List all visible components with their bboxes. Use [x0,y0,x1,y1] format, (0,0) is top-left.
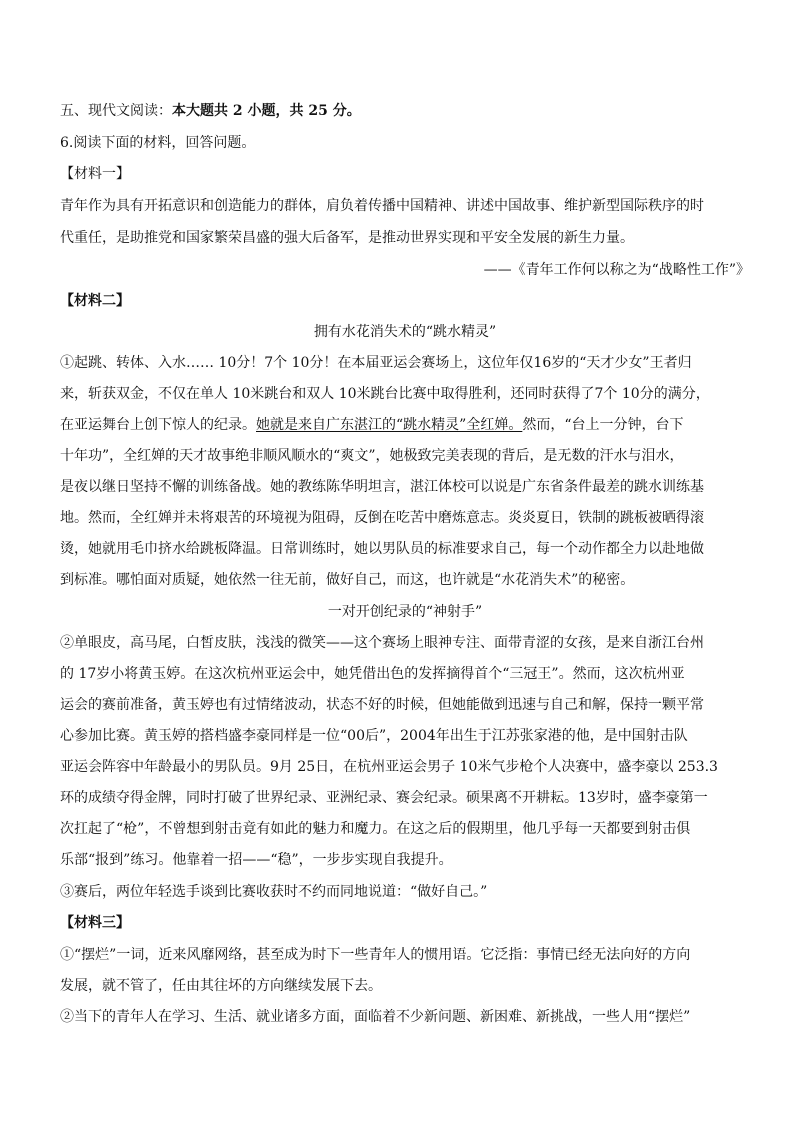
material2-p1-line: ①起跳、转体、入水…… 10分！7个 10分！在本届亚运会赛场上，这位年仅16岁的“天才少女”王者归 [60,355,692,371]
material2-p1-line: 烫，她就用毛巾挤水给跳板降温。日常训练时，她以男队员的标准要求自己，每一个动作都全力以赴地做 [60,541,704,557]
material2-p1-line: 是夜以继日坚持不懈的训练备战。她的教练陈华明坦言，湛江体校可以说是广东省条件最差的跳水训练基 [60,479,704,495]
material2-p2-line: 运会的赛前准备，黄玉婷也有过情绪波动，状态不好的时候，但她能做到迅速与自己和解，保持一颗平常 [60,697,704,713]
material2-label: 【材料二】 [60,293,130,309]
material1-source: ——《青年工作何以称之为“战略性工作”》 [483,262,750,278]
material1-label: 【材料一】 [60,166,130,182]
material2-p3: ③赛后，两位年轻选手谈到比赛收获时不约而同地说道：“做好自己。” [60,884,488,900]
material2-p2-line: 亚运会阵容中年龄最小的男队员。9月 25日，在杭州亚运会男子 10米气步枪个人决赛中，盛李豪以 253.3 [60,759,718,775]
material2-p1-tail: 然而，“台上一分钟，台下 [522,417,684,433]
material1-line: 代重任，是助推党和国家繁荣昌盛的强大后备军，是推动世界实现和平安全发展的新生力量。 [60,230,634,246]
material3-p2-line: ②当下的青年人在学习、生活、就业诸多方面，面临着不少新问题、新困难、新挑战，一些人用“摆烂” [60,1009,691,1025]
material2-p1-line: 地。然而，全红婵并未将艰苦的环境视为阻碍，反倒在吃苦中磨炼意志。炎炎夏日，铁制的跳板被晒得滚 [60,510,704,526]
material2-p1-underlined: 她就是来自广东湛江的“跳水精灵”全红婵。 [256,417,523,433]
material2-p2-line: 次扛起了“枪”，不曾想到射击竟有如此的魅力和魔力。在这之后的假期里，他几乎每一天都要到射击俱 [60,821,691,837]
material2-title1: 拥有水花消失术的“跳水精灵” [313,324,497,340]
material2-p2-line: ②单眼皮，高马尾，白皙皮肤，浅浅的微笑——这个赛场上眼神专注、面带青涩的女孩，是来自浙江台州 [60,635,704,651]
section-heading-prefix: 五、现代文阅读： [60,103,172,119]
material2-p2-line: 的 17岁小将黄玉婷。在这次杭州亚运会中，她凭借出色的发挥摘得首个“三冠王”。然而，这次杭州亚 [60,666,685,682]
material2-title2: 一对开创纪录的“神射手” [327,604,483,620]
material3-label: 【材料三】 [60,915,130,931]
material2-p2-line: 心参加比赛。黄玉婷的搭档盛李豪同样是一位“00后”，2004年出生于江苏张家港的他，是中国射击队 [60,728,688,744]
material3-p1-line: ①“摆烂”一词，近来风靡网络，甚至成为时下一些青年人的惯用语。它泛指：事情已经无法向好的方向 [60,947,691,963]
question-prompt: 6.阅读下面的材料，回答问题。 [60,135,256,151]
material2-p1-line: 到标准。哪怕面对质疑，她依然一往无前，做好自己，而这，也许就是“水花消失术”的秘密。 [60,572,635,588]
material2-p1-line: 来，斩获双金，不仅在单人 10米跳台和双人 10米跳台比赛中取得胜利，还同时获得了7个 10分的满分， [60,386,710,402]
section-heading [60,101,750,121]
material2-p2-line: 乐部“报到”练习。他靠着一招——“稳”，一步步实现自我提升。 [60,852,453,868]
material2-p1-line: 十年功”，全红婵的天才故事绝非顺风顺水的“爽文”，她极致完美表现的背后，是无数的汗水与泪水， [60,448,684,464]
material1-line: 青年作为具有开拓意识和创造能力的群体，肩负着传播中国精神、讲述中国故事、维护新型国际秩序的时 [60,198,704,214]
section-heading-bold: 本大题共 2 小题，共 25 分。 [172,103,361,119]
material2-p2-line: 环的成绩夺得金牌，同时打破了世界纪录、亚洲纪录、赛会纪录。硕果离不开耕耘。13岁时，盛李豪第一 [60,790,708,806]
material2-p1-line [60,415,750,435]
material2-p1-plain: 在亚运舞台上创下惊人的纪录。 [60,417,256,433]
material3-p1-line: 发展，就不管了，任由其往坏的方向继续发展下去。 [60,978,382,994]
